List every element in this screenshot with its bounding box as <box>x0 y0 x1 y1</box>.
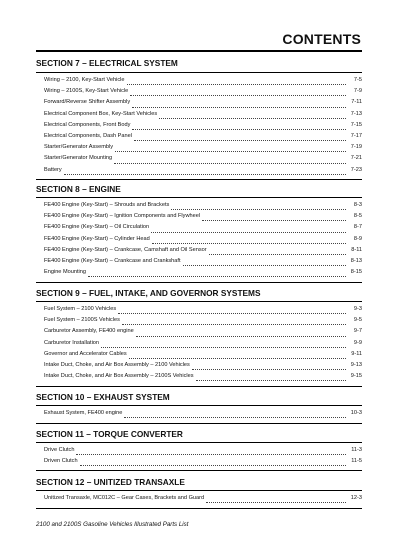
entry-title: Carburetor Installation <box>44 339 100 346</box>
entry-page: 8-15 <box>350 269 362 276</box>
entry-title: FE400 Engine (Key-Start) – Crankcase, Camshaft and Oil Sensor <box>44 246 207 253</box>
dot-leader <box>159 117 346 119</box>
toc-entry[interactable] <box>36 317 362 328</box>
entry-page: 8-7 <box>353 224 362 231</box>
entry-page: 7-11 <box>351 99 362 106</box>
section-heading-12: SECTION 12 – UNITIZED TRANSAXLE <box>36 477 185 487</box>
toc-entry[interactable] <box>36 88 362 99</box>
section-heading-11: SECTION 11 – TORQUE CONVERTER <box>36 429 183 439</box>
section-9-entries <box>36 301 362 387</box>
dot-leader <box>209 253 346 255</box>
toc-entry[interactable] <box>36 306 362 317</box>
section-heading-8: SECTION 8 – ENGINE <box>36 184 121 194</box>
entry-title: Fuel System – 2100S Vehicles <box>44 317 120 324</box>
entry-title: Driven Clutch <box>44 458 78 465</box>
entry-title: Electrical Components, Front Body <box>44 121 131 128</box>
entry-page: 7-23 <box>350 166 362 173</box>
entry-title: Electrical Component Box, Key-Start Vehicles <box>44 110 158 117</box>
title-rule <box>36 50 362 52</box>
dot-leader <box>130 94 346 96</box>
toc-entry[interactable] <box>36 122 362 133</box>
toc-entry[interactable] <box>36 447 362 458</box>
dot-leader <box>132 128 346 130</box>
toc-entry[interactable] <box>36 77 362 88</box>
entry-title: Starter/Generator Assembly <box>44 144 114 151</box>
entry-page: 7-13 <box>350 110 362 117</box>
toc-entry[interactable] <box>36 328 362 339</box>
dot-leader <box>206 501 346 503</box>
entry-title: FE400 Engine (Key-Start) – Cylinder Head <box>44 235 150 242</box>
entry-page: 9-5 <box>353 317 362 324</box>
entry-page: 7-5 <box>353 77 362 83</box>
entry-page: 7-9 <box>353 88 362 95</box>
dot-leader <box>76 453 346 455</box>
toc-entry[interactable] <box>36 269 362 280</box>
page-title: CONTENTS <box>282 31 361 47</box>
dot-leader <box>171 208 346 210</box>
toc-entry[interactable] <box>36 155 362 166</box>
dot-leader <box>192 368 346 370</box>
toc-entry[interactable] <box>36 351 362 362</box>
entry-page: 7-19 <box>350 144 362 151</box>
dot-leader <box>127 83 346 85</box>
toc-entry[interactable] <box>36 340 362 351</box>
toc-entry[interactable] <box>36 410 362 421</box>
entry-page: 8-13 <box>350 257 362 264</box>
toc-entry[interactable] <box>36 458 362 469</box>
toc-entry[interactable] <box>36 224 362 235</box>
entry-page: 9-3 <box>353 306 362 312</box>
entry-page: 9-11 <box>351 350 362 357</box>
toc-entry[interactable] <box>36 213 362 224</box>
dot-leader <box>114 162 346 164</box>
entry-page: 7-21 <box>350 155 362 162</box>
dot-leader <box>196 379 346 381</box>
toc-entry[interactable] <box>36 373 362 384</box>
entry-page: 9-9 <box>353 339 362 346</box>
section-10-entries <box>36 405 362 424</box>
entry-page: 11-5 <box>351 458 362 465</box>
entry-page: 9-13 <box>350 361 362 368</box>
entry-title: Exhaust System, FE400 engine <box>44 410 123 416</box>
entry-title: Wiring – 2100, Key-Start Vehicle <box>44 77 125 83</box>
toc-entry[interactable] <box>36 258 362 269</box>
entry-title: Wiring – 2100S, Key-Start Vehicle <box>44 88 129 95</box>
entry-title: Electrical Components, Dash Panel <box>44 132 132 139</box>
dot-leader <box>136 335 346 337</box>
entry-title: FE400 Engine (Key-Start) – Ignition Components and Flywheel <box>44 213 201 220</box>
entry-page: 8-9 <box>353 235 362 242</box>
dot-leader <box>124 416 346 418</box>
entry-page: 9-7 <box>353 328 362 335</box>
entry-title: Intake Duct, Choke, and Air Box Assembly – 2100S Vehicles <box>44 373 194 380</box>
section-heading-9: SECTION 9 – FUEL, INTAKE, AND GOVERNOR SYSTEMS <box>36 288 261 298</box>
dot-leader <box>118 312 346 314</box>
entry-title: FE400 Engine (Key-Start) – Oil Circulation <box>44 224 150 231</box>
entry-page: 11-3 <box>351 447 362 453</box>
footer-text: 2100 and 2100S Gasoline Vehicles Illustrated Parts List <box>36 521 189 528</box>
entry-title: Intake Duct, Choke, and Air Box Assembly – 2100 Vehicles <box>44 361 190 368</box>
section-heading-10: SECTION 10 – EXHAUST SYSTEM <box>36 392 170 402</box>
toc-entry[interactable] <box>36 167 362 178</box>
dot-leader <box>129 357 346 359</box>
toc-entry[interactable] <box>36 236 362 247</box>
entry-page: 7-15 <box>350 121 362 128</box>
entry-page: 8-3 <box>353 202 362 208</box>
entry-title: Governor and Accelerator Cables <box>44 350 127 357</box>
section-heading-7: SECTION 7 – ELECTRICAL SYSTEM <box>36 58 178 68</box>
entry-page: 8-11 <box>351 246 362 253</box>
toc-entry[interactable] <box>36 133 362 144</box>
toc-entry[interactable] <box>36 144 362 155</box>
dot-leader <box>101 346 346 348</box>
dot-leader <box>134 139 346 141</box>
toc-entry[interactable] <box>36 202 362 213</box>
section-8-entries <box>36 197 362 283</box>
toc-entry[interactable] <box>36 111 362 122</box>
section-7-entries <box>36 72 362 180</box>
entry-page: 8-5 <box>353 213 362 220</box>
entry-title: Engine Mounting <box>44 269 86 276</box>
dot-leader <box>183 264 347 266</box>
entry-title: Carburetor Assembly, FE400 engine <box>44 328 134 335</box>
dot-leader <box>151 231 346 233</box>
section-12-entries <box>36 490 362 509</box>
toc-entry[interactable] <box>36 495 362 506</box>
dot-leader <box>132 106 346 108</box>
dot-leader <box>122 323 346 325</box>
entry-page: 9-15 <box>350 373 362 380</box>
toc-entry[interactable] <box>36 362 362 373</box>
entry-title: FE400 Engine (Key-Start) – Shrouds and Brackets <box>44 202 170 208</box>
dot-leader <box>152 242 346 244</box>
entry-title: Fuel System – 2100 Vehicles <box>44 306 117 312</box>
entry-page: 10-3 <box>350 410 362 416</box>
entry-title: Battery <box>44 166 62 173</box>
dot-leader <box>64 173 346 175</box>
entry-page: 7-17 <box>350 132 362 139</box>
entry-title: Starter/Generator Mounting <box>44 155 113 162</box>
entry-title: Drive Clutch <box>44 447 75 453</box>
entry-page: 12-3 <box>350 495 362 501</box>
entry-title: Forward/Reverse Shifter Assembly <box>44 99 131 106</box>
toc-entry[interactable] <box>36 247 362 258</box>
dot-leader <box>88 275 346 277</box>
section-11-entries <box>36 442 362 471</box>
dot-leader <box>115 150 346 152</box>
entry-title: FE400 Engine (Key-Start) – Crankcase and Crankshaft <box>44 257 181 264</box>
toc-entry[interactable] <box>36 99 362 110</box>
dot-leader <box>202 219 346 221</box>
entry-title: Unitized Transaxle, MC012C – Gear Cases, Brackets and Guard <box>44 495 205 501</box>
dot-leader <box>80 464 346 466</box>
